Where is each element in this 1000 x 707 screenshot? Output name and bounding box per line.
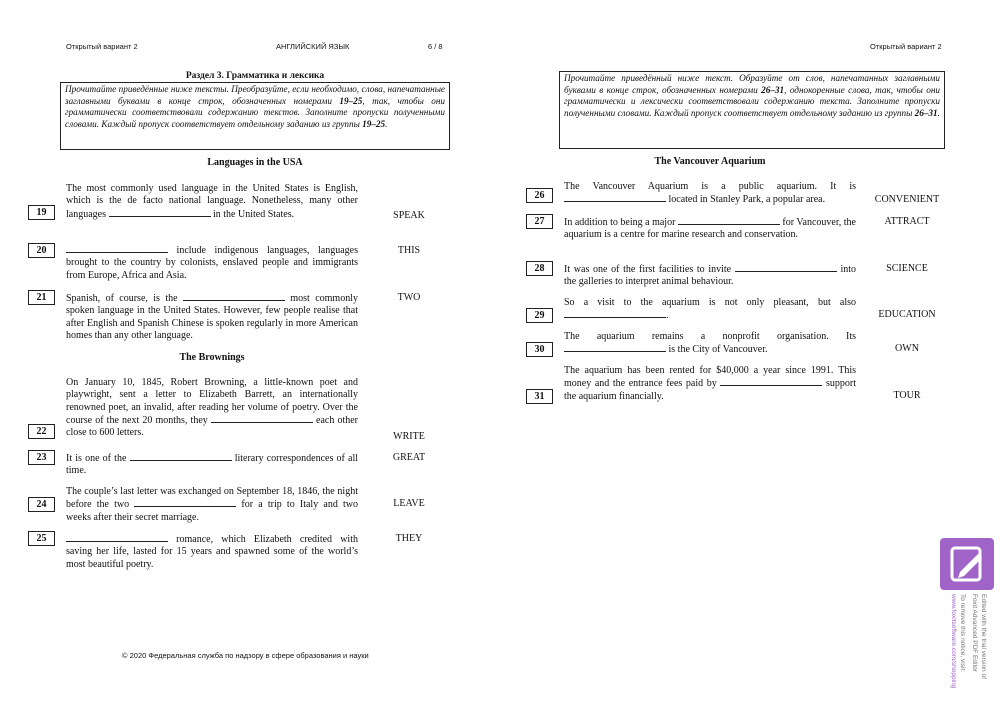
task-number-20: 20 — [28, 243, 55, 258]
item-25-text — [66, 533, 358, 571]
watermark-text — [946, 594, 992, 704]
keyword-20: THIS — [397, 245, 421, 256]
keyword-29: EDUCATION — [878, 309, 936, 320]
text1-title: Languages in the USA — [207, 157, 303, 168]
item-26-post: located in Stanley Park, a popular area. — [666, 194, 826, 206]
item-21-post: most commonly spoken language in the United States. However, few people realise that after English and Spanish Chinese is spoken regularly in more American homes than any other language. — [66, 293, 358, 341]
keyword-21: TWO — [397, 292, 421, 303]
keyword-22: WRITE — [393, 431, 425, 442]
item-29-post: . — [666, 310, 669, 322]
right-instruction-part2: , однокоренные слова, так, чтобы они грамматически и лексически соответствовали содержанию текста. Заполните пропуски полученными словами. Каждый пропуск соответствует отдельному заданию из группы — [564, 84, 940, 118]
answer-blank-25[interactable] — [66, 533, 168, 542]
item-23-text — [66, 452, 358, 478]
keyword-19: SPEAK — [393, 210, 425, 221]
item-22-text — [66, 377, 358, 439]
item-28-post: into the galleries to interpret animal behaviour. — [564, 264, 857, 288]
task-number-26: 26 — [526, 188, 553, 203]
item-30-post: is the City of Vancouver. — [666, 344, 768, 356]
right-instruction-range1: 26–31 — [761, 84, 785, 95]
task-number-21: 21 — [28, 290, 55, 305]
answer-blank-28[interactable] — [735, 263, 837, 272]
item-24-text — [66, 486, 358, 524]
item-24-pre: The couple’s last letter was exchanged on September 18, 1846, the night before the two — [66, 486, 358, 511]
foxit-badge[interactable] — [940, 538, 994, 590]
task-number-29: 29 — [526, 308, 553, 323]
text2-title: The Brownings — [179, 352, 245, 363]
keyword-25: THEY — [395, 533, 423, 544]
header-right: Открытый вариант 2 — [870, 42, 942, 51]
item-21-pre: Spanish, of course, is the — [66, 293, 183, 304]
item-27-text — [564, 216, 856, 242]
item-29-text — [564, 297, 856, 323]
edit-pen-icon — [940, 538, 994, 590]
task-number-28: 28 — [526, 261, 553, 276]
task-number-31: 31 — [526, 389, 553, 404]
keyword-28: SCIENCE — [886, 263, 928, 274]
answer-blank-30[interactable] — [564, 343, 666, 352]
answer-blank-31[interactable] — [720, 377, 822, 386]
item-26-pre: The Vancouver Aquarium is a public aquarium. It is — [564, 181, 856, 192]
item-31-pre: The aquarium has been rented for $40,000 a year since 1991. This money and the entrance fees paid by — [564, 365, 856, 390]
answer-blank-20[interactable] — [66, 244, 168, 253]
answer-blank-21[interactable] — [183, 292, 285, 301]
item-23-pre: It is one of the — [66, 453, 130, 464]
item-28-text — [564, 263, 856, 289]
answer-blank-23[interactable] — [130, 452, 232, 461]
right-instruction — [559, 71, 945, 149]
left-instruction — [60, 82, 450, 150]
answer-blank-29[interactable] — [564, 309, 666, 318]
section-title: Раздел 3. Грамматика и лексика — [185, 71, 325, 81]
task-number-27: 27 — [526, 214, 553, 229]
text3-title: The Vancouver Aquarium — [654, 156, 766, 167]
item-19-text — [66, 183, 358, 221]
footer-copyright: © 2020 Федеральная служба по надзору в сфере образования и науки — [122, 651, 369, 660]
answer-blank-19[interactable] — [109, 208, 211, 217]
item-21-text — [66, 292, 358, 342]
left-instruction-part1: Прочитайте приведённые ниже тексты. Преобразуйте, если необходимо, слова, напечатанные заглавными буквами в конце строк, обозначенных номерами — [65, 84, 445, 106]
item-31-text — [564, 365, 856, 403]
answer-blank-22[interactable] — [211, 414, 313, 423]
task-number-25: 25 — [28, 531, 55, 546]
answer-blank-24[interactable] — [134, 498, 236, 507]
keyword-31: TOUR — [893, 390, 921, 401]
item-30-pre: The aquarium remains a nonprofit organisation. Its — [564, 331, 856, 342]
item-27-pre: In addition to being a major — [564, 217, 678, 228]
watermark-link[interactable]: www.foxitsoftware.com/shopping — [950, 594, 957, 689]
keyword-30: OWN — [895, 343, 919, 354]
header-left: Открытый вариант 2 — [66, 42, 138, 51]
right-instruction-part1: Прочитайте приведённый ниже текст. Образуйте от слов, напечатанных заглавными буквами в конце строк, обозначенных номерами — [564, 73, 940, 95]
left-instruction-part3: . — [385, 118, 388, 129]
item-20-text — [66, 244, 358, 282]
item-28-pre: It was one of the first facilities to invite — [564, 264, 735, 275]
keyword-26: CONVENIENT — [874, 194, 940, 205]
task-number-19: 19 — [28, 205, 55, 220]
right-instruction-part3: . — [937, 107, 940, 118]
item-23-post: literary correspondences of all time. — [66, 453, 358, 477]
item-29-pre: So a visit to the aquarium is not only pleasant, but also — [564, 297, 856, 308]
item-19-post: in the United States. — [210, 208, 295, 220]
header-center: АНГЛИЙСКИЙ ЯЗЫК — [276, 42, 350, 51]
left-instruction-range2: 19–25 — [362, 118, 386, 129]
keyword-27: ATTRACT — [884, 216, 930, 227]
answer-blank-26[interactable] — [564, 193, 666, 202]
right-instruction-range2: 26–31 — [914, 107, 938, 118]
item-22-pre: On January 10, 1845, Robert Browning, a little-known poet and playwright, sent a letter to Elizabeth Barrett, an internationally renowned poet, an invalid, after reading her volume of poetry. Over the course of the next 20 months, they — [66, 377, 358, 426]
watermark-line3: To remove this notice, visit: — [959, 594, 966, 673]
answer-blank-27[interactable] — [678, 216, 780, 225]
left-instruction-part2: , так, чтобы они грамматически соответствовали содержанию текстов. Заполните пропуски полученными словами. Каждый пропуск соответствует отдельному заданию из группы — [65, 95, 445, 129]
item-24-post: for a trip to Italy and two weeks after their secret marriage. — [66, 499, 358, 523]
item-30-text — [564, 331, 856, 357]
item-19-pre: The most commonly used language in the United States is English, which is the de facto national language. Nonetheless, many other languages — [66, 183, 358, 220]
item-22-post: each other close to 600 letters. — [66, 414, 358, 439]
task-number-23: 23 — [28, 450, 55, 465]
watermark-line1: Edited with the trial version of — [980, 594, 987, 679]
keyword-23: GREAT — [392, 452, 426, 463]
item-26-text — [564, 181, 856, 207]
watermark-line2: Foxit Advanced PDF Editor — [971, 594, 978, 673]
page-number: 6 / 8 — [428, 42, 443, 51]
item-27-post: for Vancouver, the aquarium is a centre for marine research and conservation. — [564, 217, 856, 241]
task-number-30: 30 — [526, 342, 553, 357]
task-number-24: 24 — [28, 497, 55, 512]
keyword-24: LEAVE — [393, 498, 425, 509]
task-number-22: 22 — [28, 424, 55, 439]
item-31-post: support the aquarium financially. — [564, 378, 856, 402]
item-25-post: romance, which Elizabeth credited with saving her life, lasted for 15 years and spawned some of the world’s most beautiful poetry. — [66, 534, 358, 570]
item-20-post: include indigenous languages, languages brought to the country by colonists, enslaved people and immigrants from Europe, Africa and Asia. — [66, 245, 358, 281]
left-instruction-range1: 19–25 — [339, 95, 363, 106]
